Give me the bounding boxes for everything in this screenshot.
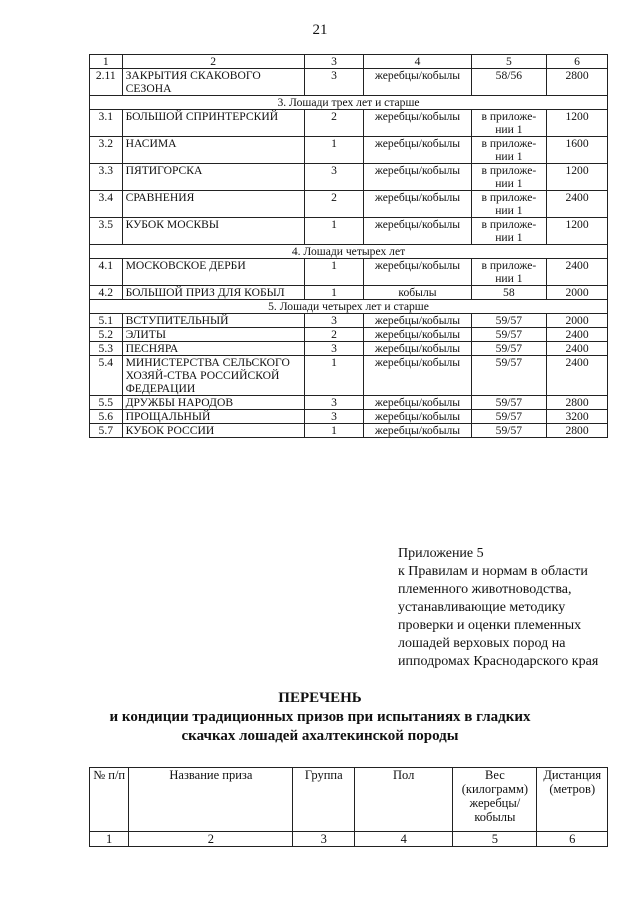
cell-group: 3 xyxy=(304,164,364,191)
header-cell: Вес (килограмм) жеребцы/ кобылы xyxy=(453,768,537,832)
table-row xyxy=(90,259,608,286)
column-number-cell: 5 xyxy=(453,832,537,847)
cell-sex: жеребцы/кобылы xyxy=(364,328,471,342)
cell-num: 5.6 xyxy=(90,410,123,424)
cell-sex: жеребцы/кобылы xyxy=(364,110,471,137)
cell-num: 3.1 xyxy=(90,110,123,137)
cell-num: 5.2 xyxy=(90,328,123,342)
column-number-cell: 5 xyxy=(471,55,546,69)
cell-group: 3 xyxy=(304,69,364,96)
cell-num: 2.11 xyxy=(90,69,123,96)
cell-sex: жеребцы/кобылы xyxy=(364,410,471,424)
column-number-cell: 3 xyxy=(304,55,364,69)
cell-sex: жеребцы/кобылы xyxy=(364,314,471,328)
cell-group: 1 xyxy=(304,286,364,300)
cell-distance: 1600 xyxy=(547,137,608,164)
cell-name: ЗАКРЫТИЯ СКАКОВОГО СЕЗОНА xyxy=(122,69,304,96)
cell-name: ПЕСНЯРА xyxy=(122,342,304,356)
column-number-cell: 6 xyxy=(537,832,608,847)
cell-weight: 59/57 xyxy=(471,356,546,396)
cell-num: 5.1 xyxy=(90,314,123,328)
column-number-cell: 1 xyxy=(90,832,129,847)
column-number-row xyxy=(90,55,608,69)
table-row xyxy=(90,218,608,245)
cell-name: НАСИМА xyxy=(122,137,304,164)
cell-weight: в приложе-нии 1 xyxy=(471,218,546,245)
cell-name: МОСКОВСКОЕ ДЕРБИ xyxy=(122,259,304,286)
cell-weight: в приложе-нии 1 xyxy=(471,137,546,164)
cell-group: 1 xyxy=(304,137,364,164)
cell-weight: 59/57 xyxy=(471,396,546,410)
cell-distance: 2800 xyxy=(547,396,608,410)
cell-group: 3 xyxy=(304,396,364,410)
cell-name: ЭЛИТЫ xyxy=(122,328,304,342)
cell-group: 2 xyxy=(304,110,364,137)
cell-distance: 2800 xyxy=(547,69,608,96)
list-subtitle-line2: скачках лошадей ахалтекинской породы xyxy=(181,728,459,744)
appendix-line: устанавливающие методику xyxy=(398,600,566,615)
cell-distance: 2400 xyxy=(547,191,608,218)
table-row xyxy=(90,110,608,137)
cell-sex: кобылы xyxy=(364,286,471,300)
header-cell: Название приза xyxy=(129,768,293,832)
table-row xyxy=(90,137,608,164)
cell-weight: 59/57 xyxy=(471,410,546,424)
cell-group: 1 xyxy=(304,218,364,245)
cell-num: 3.2 xyxy=(90,137,123,164)
cell-sex: жеребцы/кобылы xyxy=(364,356,471,396)
cell-group: 1 xyxy=(304,424,364,438)
table-row xyxy=(90,286,608,300)
cell-name: КУБОК РОССИИ xyxy=(122,424,304,438)
cell-sex: жеребцы/кобылы xyxy=(364,69,471,96)
cell-sex: жеребцы/кобылы xyxy=(364,137,471,164)
cell-distance: 2000 xyxy=(547,286,608,300)
table-row xyxy=(90,396,608,410)
appendix-line: Приложение 5 xyxy=(398,546,484,561)
section-row xyxy=(90,96,608,110)
section-row xyxy=(90,300,608,314)
cell-sex: жеребцы/кобылы xyxy=(364,396,471,410)
header-cell: Пол xyxy=(355,768,453,832)
cell-distance: 1200 xyxy=(547,164,608,191)
cell-weight: 58/56 xyxy=(471,69,546,96)
cell-name: ДРУЖБЫ НАРОДОВ xyxy=(122,396,304,410)
header-cell: Дистанция (метров) xyxy=(537,768,608,832)
appendix-line: лошадей верховых пород на xyxy=(398,636,566,651)
cell-distance: 2400 xyxy=(547,328,608,342)
cell-name: МИНИСТЕРСТВА СЕЛЬСКОГО ХОЗЯЙ-СТВА РОССИЙСКОЙ ФЕДЕРАЦИИ xyxy=(122,356,304,396)
cell-group: 1 xyxy=(304,259,364,286)
column-number-cell: 3 xyxy=(293,832,355,847)
akhal-teke-prize-table xyxy=(89,767,608,847)
cell-distance: 1200 xyxy=(547,110,608,137)
cell-name: СРАВНЕНИЯ xyxy=(122,191,304,218)
table-header-row xyxy=(90,768,608,832)
cell-name: ВСТУПИТЕЛЬНЫЙ xyxy=(122,314,304,328)
table-row xyxy=(90,314,608,328)
header-cell: Группа xyxy=(293,768,355,832)
cell-sex: жеребцы/кобылы xyxy=(364,342,471,356)
column-number-row xyxy=(90,832,608,847)
cell-group: 2 xyxy=(304,328,364,342)
appendix-line: ипподромах Краснодарского края xyxy=(398,654,599,669)
cell-num: 5.5 xyxy=(90,396,123,410)
cell-num: 5.4 xyxy=(90,356,123,396)
cell-weight: в приложе-нии 1 xyxy=(471,259,546,286)
section-heading: 4. Лошади четырех лет xyxy=(90,245,608,259)
section-heading: 3. Лошади трех лет и старше xyxy=(90,96,608,110)
table-row xyxy=(90,424,608,438)
cell-weight: в приложе-нии 1 xyxy=(471,110,546,137)
cell-group: 3 xyxy=(304,342,364,356)
cell-distance: 2800 xyxy=(547,424,608,438)
cell-name: БОЛЬШОЙ ПРИЗ ДЛЯ КОБЫЛ xyxy=(122,286,304,300)
cell-group: 3 xyxy=(304,410,364,424)
cell-distance: 2000 xyxy=(547,314,608,328)
section-heading: 5. Лошади четырех лет и старше xyxy=(90,300,608,314)
table-row xyxy=(90,164,608,191)
column-number-cell: 4 xyxy=(364,55,471,69)
cell-num: 4.1 xyxy=(90,259,123,286)
cell-weight: 59/57 xyxy=(471,424,546,438)
cell-sex: жеребцы/кобылы xyxy=(364,259,471,286)
column-number-cell: 1 xyxy=(90,55,123,69)
cell-weight: в приложе-нии 1 xyxy=(471,191,546,218)
cell-name: ПЯТИГОРСКА xyxy=(122,164,304,191)
page-number: 21 xyxy=(312,22,328,38)
cell-group: 1 xyxy=(304,356,364,396)
appendix-note xyxy=(398,545,638,671)
cell-num: 3.4 xyxy=(90,191,123,218)
table-row xyxy=(90,410,608,424)
table-row xyxy=(90,342,608,356)
cell-group: 3 xyxy=(304,314,364,328)
column-number-cell: 4 xyxy=(355,832,453,847)
table-row xyxy=(90,356,608,396)
cell-weight: 59/57 xyxy=(471,314,546,328)
cell-sex: жеребцы/кобылы xyxy=(364,424,471,438)
table-row xyxy=(90,328,608,342)
cell-sex: жеребцы/кобылы xyxy=(364,218,471,245)
cell-group: 2 xyxy=(304,191,364,218)
table-row xyxy=(90,69,608,96)
column-number-cell: 6 xyxy=(547,55,608,69)
cell-weight: 58 xyxy=(471,286,546,300)
cell-distance: 2400 xyxy=(547,259,608,286)
cell-sex: жеребцы/кобылы xyxy=(364,164,471,191)
appendix-line: племенного животноводства, xyxy=(398,582,572,597)
cell-name: ПРОЩАЛЬНЫЙ xyxy=(122,410,304,424)
appendix-line: проверки и оценки племенных xyxy=(398,618,582,633)
cell-weight: 59/57 xyxy=(471,342,546,356)
appendix-line: к Правилам и нормам в области xyxy=(398,564,588,579)
header-cell: № п/п xyxy=(90,768,129,832)
cell-weight: в приложе-нии 1 xyxy=(471,164,546,191)
column-number-cell: 2 xyxy=(122,55,304,69)
cell-name: КУБОК МОСКВЫ xyxy=(122,218,304,245)
cell-num: 5.7 xyxy=(90,424,123,438)
cell-weight: 59/57 xyxy=(471,328,546,342)
list-title: ПЕРЕЧЕНЬ xyxy=(278,690,362,706)
cell-name: БОЛЬШОЙ СПРИНТЕРСКИЙ xyxy=(122,110,304,137)
cell-num: 3.5 xyxy=(90,218,123,245)
cell-distance: 2400 xyxy=(547,356,608,396)
cell-distance: 3200 xyxy=(547,410,608,424)
list-subtitle-line1: и кондиции традиционных призов при испытаниях в гладких xyxy=(109,709,531,725)
cell-num: 5.3 xyxy=(90,342,123,356)
prize-table-continued xyxy=(89,54,608,438)
cell-num: 4.2 xyxy=(90,286,123,300)
table-row xyxy=(90,191,608,218)
cell-distance: 2400 xyxy=(547,342,608,356)
cell-distance: 1200 xyxy=(547,218,608,245)
cell-num: 3.3 xyxy=(90,164,123,191)
cell-sex: жеребцы/кобылы xyxy=(364,191,471,218)
section-row xyxy=(90,245,608,259)
column-number-cell: 2 xyxy=(129,832,293,847)
